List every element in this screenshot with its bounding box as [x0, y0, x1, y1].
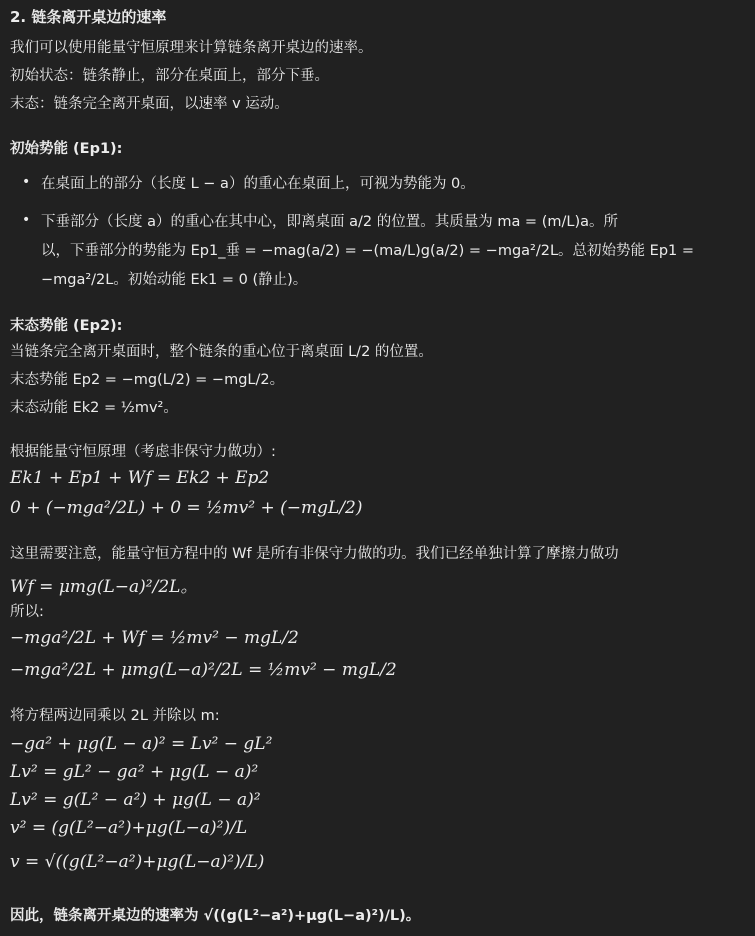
- final-line-3: 末态动能 Ek2 = ½mv²。: [10, 400, 178, 416]
- intro-line-1: 我们可以使用能量守恒原理来计算链条离开桌边的速率。: [10, 40, 373, 56]
- bullet-2-line-2: 以，下垂部分的势能为 Ep1_垂 = −mag(a/2) = −(ma/L)g(a/2) = −mga²/2L。总初始势能 Ep1 =: [41, 243, 695, 259]
- bullet-2-line-1: 下垂部分（长度 a）的重心在其中心，即离桌面 a/2 的位置。其质量为 ma = (m/L)a。所: [41, 214, 618, 230]
- equation-2: 0 + (−mga²/2L) + 0 = ½mv² + (−mgL/2): [10, 498, 363, 518]
- equation-6: Lv² = gL² − ga² + μg(L − a)²: [10, 762, 259, 782]
- final-potential-title: 末态势能 (Ep2):: [10, 318, 123, 334]
- equation-1: Ek1 + Ep1 + Wf = Ek2 + Ep2: [10, 468, 270, 488]
- energy-conservation-title: 根据能量守恒原理（考虑非保守力做功）:: [10, 444, 276, 460]
- final-line-1: 当链条完全离开桌面时，整个链条的重心位于离桌面 L/2 的位置。: [10, 344, 433, 360]
- equation-9: v = √((g(L²−a²)+μg(L−a)²)/L): [10, 852, 265, 872]
- equation-5: −ga² + μg(L − a)² = Lv² − gL²: [10, 734, 273, 754]
- note-line-2: Wf = μmg(L−a)²/2L。: [10, 577, 198, 597]
- so-label: 所以:: [10, 604, 44, 620]
- note-line-1: 这里需要注意，能量守恒方程中的 Wf 是所有非保守力做的功。我们已经单独计算了摩擦力做功: [10, 546, 619, 562]
- multiply-instruction: 将方程两边同乘以 2L 并除以 m:: [10, 708, 220, 724]
- bullet-2-line-3: −mga²/2L。初始动能 Ek1 = 0 (静止)。: [41, 272, 308, 288]
- intro-line-3: 末态：链条完全离开桌面，以速率 v 运动。: [10, 96, 289, 112]
- bullet-dot: •: [22, 174, 31, 190]
- final-line-2: 末态势能 Ep2 = −mg(L/2) = −mgL/2。: [10, 372, 285, 388]
- bullet-dot: •: [22, 212, 31, 228]
- equation-7: Lv² = g(L² − a²) + μg(L − a)²: [10, 790, 261, 810]
- equation-4: −mga²/2L + μmg(L−a)²/2L = ½mv² − mgL/2: [10, 660, 397, 680]
- intro-line-2: 初始状态：链条静止，部分在桌面上，部分下垂。: [10, 68, 329, 84]
- equation-3: −mga²/2L + Wf = ½mv² − mgL/2: [10, 628, 299, 648]
- equation-8: v² = (g(L²−a²)+μg(L−a)²)/L: [10, 818, 248, 838]
- conclusion: 因此，链条离开桌边的速率为 √((g(L²−a²)+μg(L−a)²)/L)。: [10, 908, 421, 924]
- initial-potential-title: 初始势能 (Ep1):: [10, 141, 123, 157]
- section-heading: 2. 链条离开桌边的速率: [10, 8, 167, 26]
- bullet-1: 在桌面上的部分（长度 L − a）的重心在桌面上，可视为势能为 0。: [41, 176, 475, 192]
